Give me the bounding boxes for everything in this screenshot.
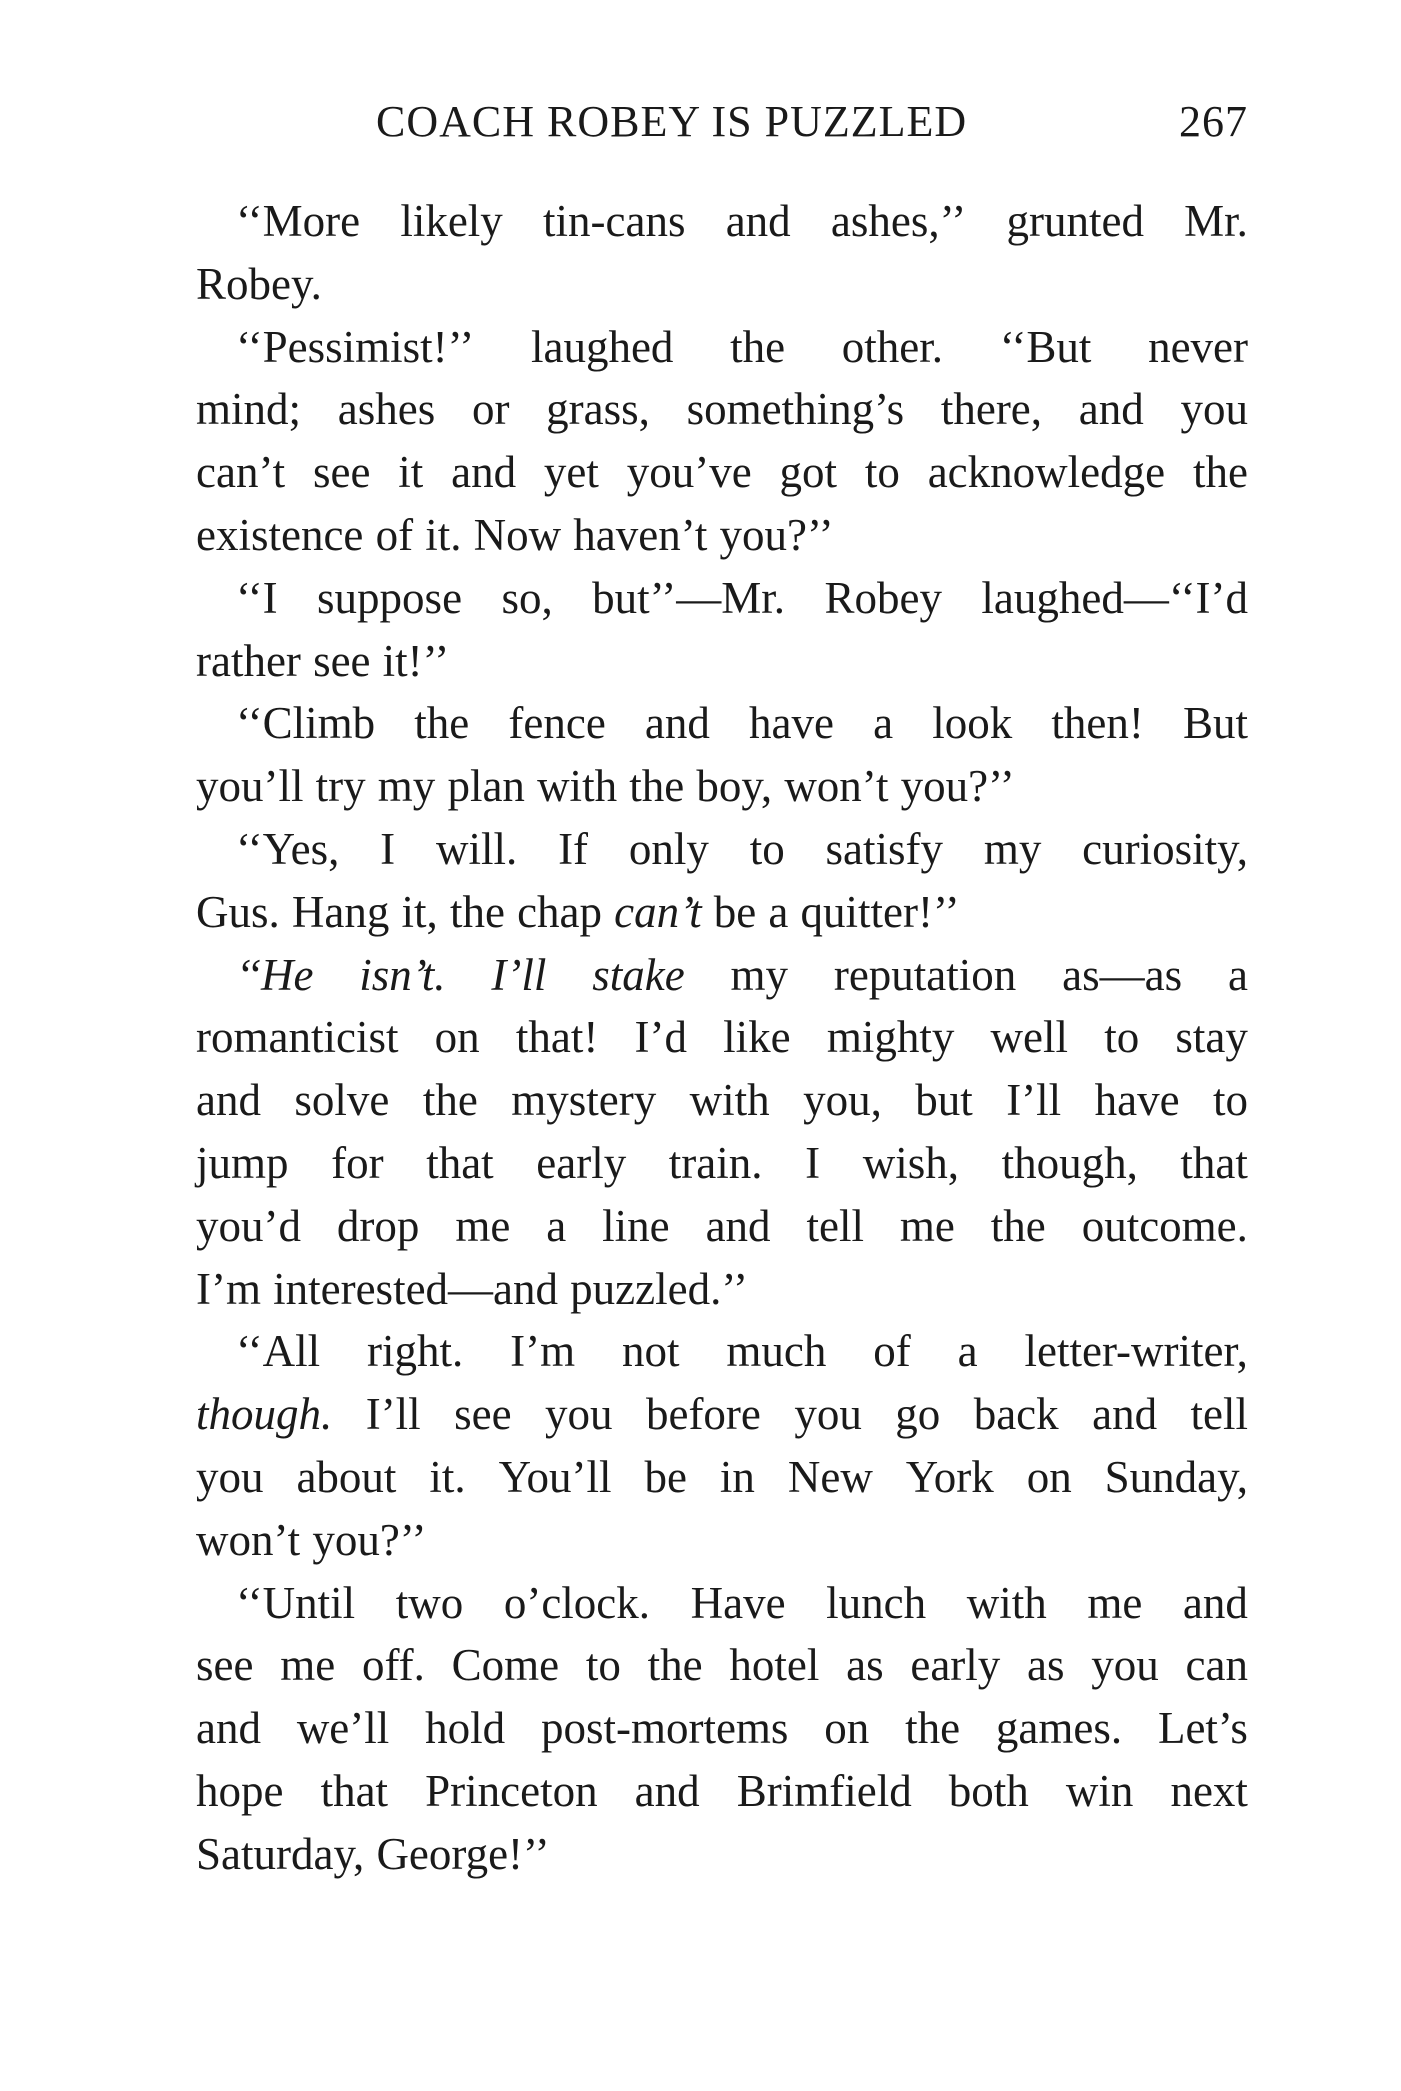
word: my (377, 761, 436, 812)
word: to (1104, 1012, 1140, 1063)
word: right. (367, 1326, 464, 1377)
word: of (375, 509, 414, 560)
word: that! (515, 1012, 599, 1063)
text-line (196, 1446, 1248, 1509)
word: the (1192, 447, 1248, 498)
word: off. (361, 1640, 425, 1691)
word: Robey. (196, 258, 322, 309)
word: letter-writer, (1024, 1326, 1248, 1377)
word: you (1091, 1640, 1159, 1691)
word: I’ll (491, 949, 547, 1000)
word: it. (429, 1451, 466, 1502)
word: mind; (196, 384, 302, 435)
word: be (644, 1451, 687, 1502)
word: and (644, 698, 710, 749)
word: me (455, 1200, 511, 1251)
word: boy, (696, 761, 773, 812)
word: hope (196, 1765, 284, 1816)
word: ‘‘I (236, 572, 278, 623)
word: won’t (784, 761, 889, 812)
page-number: 267 (1179, 97, 1248, 146)
word: yet (543, 447, 599, 498)
text-line (196, 692, 1248, 755)
word: ‘‘Climb (236, 698, 376, 749)
word: the (990, 1200, 1046, 1251)
word: I (380, 823, 396, 874)
word: a (957, 1326, 978, 1377)
word: as (846, 1640, 884, 1691)
word: and (196, 1075, 261, 1126)
word: suppose (317, 572, 463, 623)
word: or (471, 384, 510, 435)
word: the (422, 1075, 478, 1126)
word: so, (501, 572, 553, 623)
word: interested—and (273, 1263, 559, 1314)
word: fence (508, 698, 606, 749)
text-line (196, 818, 1248, 881)
word: see (313, 635, 371, 686)
word: on (434, 1012, 480, 1063)
word: Come (451, 1640, 560, 1691)
word: stay (1175, 1012, 1248, 1063)
word: then! (1051, 698, 1144, 749)
word: early (910, 1640, 1001, 1691)
word: won’t (196, 1514, 301, 1565)
text-line (196, 1634, 1248, 1697)
word: of (873, 1326, 911, 1377)
word: to (585, 1640, 621, 1691)
word: be (713, 886, 757, 937)
word: o’clock. (503, 1577, 651, 1628)
word: reputation (833, 949, 1017, 1000)
word: much (726, 1326, 827, 1377)
word: have (1094, 1075, 1180, 1126)
word: on (824, 1703, 870, 1754)
text-line (196, 1132, 1248, 1195)
word: outcome. (1081, 1200, 1248, 1251)
word: to (749, 823, 785, 874)
word: that (1180, 1137, 1248, 1188)
word: Brimfield (736, 1765, 912, 1816)
word: to (1212, 1075, 1248, 1126)
text-line (196, 378, 1248, 441)
word: in (719, 1451, 755, 1502)
word: satisfy (825, 823, 944, 874)
word: two (395, 1577, 464, 1628)
chapter-title: COACH ROBEY IS PUZZLED (376, 97, 968, 146)
text-line (196, 441, 1248, 504)
word: quitter!’’ (800, 886, 960, 937)
word: you (196, 1451, 264, 1502)
word: ‘‘Until (236, 1577, 356, 1628)
word: likely (400, 196, 503, 246)
word: have (749, 698, 834, 749)
word: wish, (862, 1137, 959, 1188)
word: never (1148, 321, 1248, 372)
word: mighty (826, 1012, 955, 1063)
word: before (645, 1389, 761, 1440)
text-line (196, 1006, 1248, 1069)
word: post-mortems (540, 1703, 789, 1754)
word: see (312, 447, 371, 498)
word: with (537, 761, 618, 812)
text-line (196, 630, 1248, 693)
word: you’d (196, 1200, 301, 1251)
word: romanticist (196, 1012, 399, 1063)
word: look (932, 698, 1013, 749)
word: I’ll (1006, 1075, 1062, 1126)
word: for (331, 1137, 384, 1188)
text-line (196, 1572, 1248, 1635)
text-line (196, 504, 1248, 567)
word: line (602, 1200, 670, 1251)
word: Sunday, (1104, 1451, 1248, 1502)
word: haven’t (573, 509, 708, 560)
word: ‘‘All (236, 1326, 321, 1377)
word: tin-cans (543, 196, 686, 246)
word: grunted (1006, 196, 1144, 246)
word: train. (668, 1137, 763, 1188)
word: that (426, 1137, 494, 1188)
word: you’ve (626, 447, 752, 498)
word: Hang (291, 886, 390, 937)
word: to (864, 447, 900, 498)
word: will. (435, 823, 518, 874)
word: it!’’ (382, 635, 450, 686)
word: Have (690, 1577, 786, 1628)
text-line (196, 944, 1248, 1007)
word: Princeton (425, 1765, 598, 1816)
word: the (730, 321, 786, 372)
word: and (705, 1200, 771, 1251)
word: and (725, 196, 791, 246)
word: as—as (1062, 949, 1183, 1000)
text-line (196, 1697, 1248, 1760)
word: the (414, 698, 470, 749)
running-header (196, 96, 1248, 156)
word: George!’’ (376, 1828, 550, 1879)
text-line (196, 1823, 1248, 1886)
word: curiosity, (1082, 823, 1248, 874)
word: it, (401, 886, 438, 937)
text-line (196, 190, 1248, 253)
word: Mr. (1184, 196, 1248, 246)
word: both (948, 1765, 1029, 1816)
word: the (905, 1703, 961, 1754)
word: and (451, 447, 517, 498)
text-line (196, 253, 1248, 316)
word: with (689, 1075, 770, 1126)
word: New (787, 1451, 873, 1502)
text-line (196, 567, 1248, 630)
word: though, (1001, 1137, 1138, 1188)
word: you’ll (196, 761, 304, 812)
word: and (634, 1765, 700, 1816)
word: I’d (634, 1012, 687, 1063)
word: acknowledge (927, 447, 1166, 498)
word: you (1180, 384, 1248, 435)
word: about (296, 1451, 397, 1502)
word: the (647, 1640, 703, 1691)
word: that (320, 1765, 389, 1816)
text-line (196, 1509, 1248, 1572)
word: you, (803, 1075, 882, 1126)
word: Gus. (196, 886, 280, 937)
word: You’ll (498, 1451, 612, 1502)
word: back (973, 1389, 1059, 1440)
word: well (990, 1012, 1069, 1063)
word: a (873, 698, 894, 749)
word: with (966, 1577, 1047, 1628)
word: like (723, 1012, 791, 1063)
word: Now (473, 509, 562, 560)
word: rather (196, 635, 301, 686)
word: plan (447, 761, 525, 812)
word: ‘‘He (236, 949, 314, 1000)
word: something’s (686, 384, 905, 435)
word: a (768, 886, 789, 937)
word: you (545, 1389, 613, 1440)
word: you?’’ (312, 1514, 427, 1565)
text-line (196, 755, 1248, 818)
word: the (449, 886, 505, 937)
text-line (196, 881, 1248, 944)
word: and (196, 1703, 261, 1754)
word: and (1092, 1389, 1158, 1440)
word: ‘‘Yes, (236, 823, 340, 874)
word: games. (995, 1703, 1123, 1754)
word: lunch (826, 1577, 927, 1628)
word: a (1227, 949, 1248, 1000)
word: try (315, 761, 366, 812)
word: see (196, 1640, 254, 1691)
word: win (1065, 1765, 1134, 1816)
word: grass, (546, 384, 650, 435)
word: hold (425, 1703, 506, 1754)
word: though. (196, 1389, 333, 1440)
word: me (899, 1200, 955, 1251)
word: me (280, 1640, 336, 1691)
text-line (196, 1320, 1248, 1383)
text-line (196, 1760, 1248, 1823)
word: tell (806, 1200, 864, 1251)
word: and (1078, 384, 1144, 435)
word: only (628, 823, 709, 874)
word: ashes (337, 384, 436, 435)
word: ashes,’’ (830, 196, 967, 246)
text-line (196, 316, 1248, 379)
word: Let’s (1157, 1703, 1248, 1754)
word: jump (196, 1137, 289, 1188)
text-line (196, 1258, 1248, 1321)
word: I’ll (365, 1389, 421, 1440)
word: laughed (530, 321, 674, 372)
word: you?’’ (719, 509, 834, 560)
word: hotel (729, 1640, 820, 1691)
word: chap (517, 886, 603, 937)
word: If (558, 823, 589, 874)
word: go (895, 1389, 941, 1440)
word: the (629, 761, 685, 812)
word: isn’t. (359, 949, 446, 1000)
word: laughed—‘‘I’d (981, 572, 1248, 623)
word: my (983, 823, 1042, 874)
word: can’t (614, 886, 702, 937)
word: tell (1190, 1389, 1248, 1440)
word: my (730, 949, 789, 1000)
word: can (1185, 1640, 1248, 1691)
word: I’m (510, 1326, 576, 1377)
word: on (1026, 1451, 1072, 1502)
word: you?’’ (900, 761, 1015, 812)
word: ‘‘But (999, 321, 1092, 372)
word: can’t (196, 447, 286, 498)
word: drop (336, 1200, 420, 1251)
word: mystery (511, 1075, 657, 1126)
word: me (1087, 1577, 1143, 1628)
word: see (454, 1389, 512, 1440)
word: it (398, 447, 424, 498)
word: you (794, 1389, 862, 1440)
word: ‘‘More (236, 196, 361, 246)
word: But (1182, 698, 1248, 749)
word: there, (940, 384, 1043, 435)
body-text (196, 190, 1248, 1886)
word: stake (592, 949, 685, 1000)
word: solve (294, 1075, 390, 1126)
word: a (546, 1200, 567, 1251)
word: I’m (196, 1263, 261, 1314)
word: as (1027, 1640, 1065, 1691)
word: but (915, 1075, 973, 1126)
word: York (905, 1451, 994, 1502)
word: next (1170, 1765, 1248, 1816)
word: not (622, 1326, 680, 1377)
word: other. (841, 321, 944, 372)
word: early (536, 1137, 627, 1188)
word: but’’—Mr. (592, 572, 786, 623)
text-line (196, 1383, 1248, 1446)
word: puzzled.’’ (570, 1263, 748, 1314)
word: got (779, 447, 838, 498)
word: ‘‘Pessimist!’’ (236, 321, 475, 372)
word: we’ll (296, 1703, 390, 1754)
word: it. (425, 509, 462, 560)
word: Saturday, (196, 1828, 365, 1879)
text-line (196, 1195, 1248, 1258)
word: existence (196, 509, 364, 560)
text-line (196, 1069, 1248, 1132)
word: Robey (824, 572, 942, 623)
word: I (805, 1137, 821, 1188)
word: and (1182, 1577, 1248, 1628)
